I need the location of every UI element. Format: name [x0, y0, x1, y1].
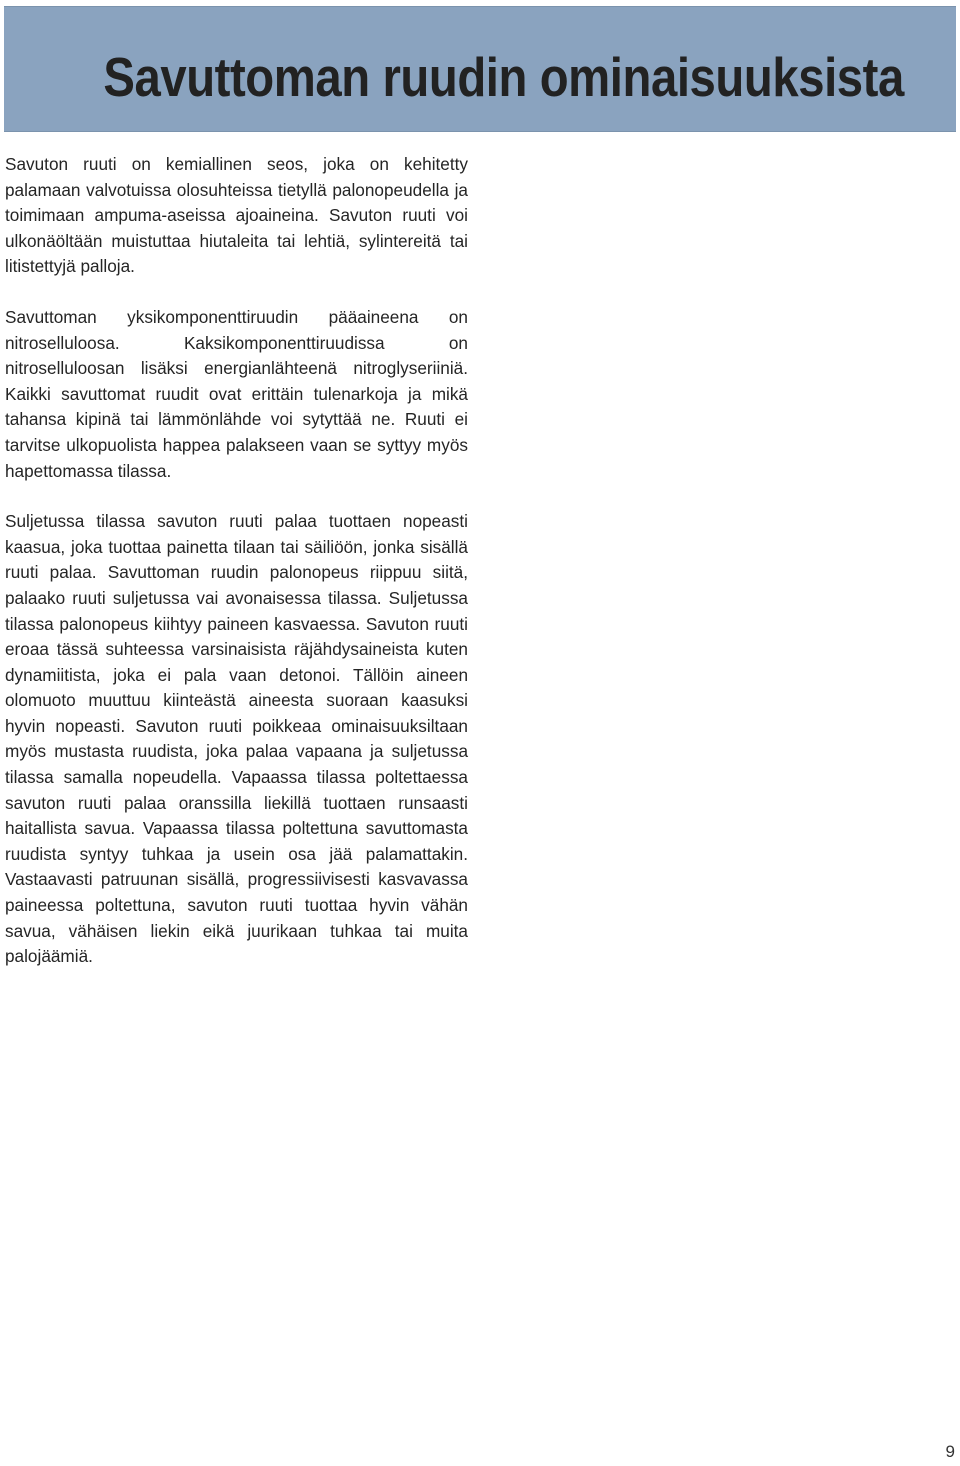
- article-body: [5, 152, 468, 995]
- page-number: 9: [945, 1442, 955, 1461]
- paragraph-composition: Savuttoman yksikomponenttiruudin pääaineena on nitroselluloosa. Kaksikomponenttiruudissa on nitroselluloosan lisäksi energianlähteenä nitroglyseriiniä. Kaikki savuttomat ruudit ovat erittäin tulenarkoja ja mikä tahansa kipinä tai lämmönlähde voi sytyttää ne. Ruuti ei tarvitse ulkopuolista happea palakseen vaan se syttyy myös hapettomassa tilassa.: [5, 306, 468, 481]
- paragraph-introduction: Savuton ruuti on kemiallinen seos, joka on kehitetty palamaan valvotuissa olosuhteissa tietyllä palonopeudella ja toimimaan ampuma-aseissa ajoaineina. Savuton ruuti voi ulkonäöltään muistuttaa hiutaleita tai lehtiä, sylintereitä tai litistettyjä palloja.: [5, 154, 468, 277]
- title-banner: [4, 6, 956, 132]
- paragraph-burning-behaviour: Suljetussa tilassa savuton ruuti palaa tuottaen nopeasti kaasua, joka tuottaa painetta tilaan tai säiliöön, jonka sisällä ruuti palaa. Savuttoman ruudin palonopeus riippuu siitä, palaako ruuti suljetussa vai avonaisessa tilassa. Suljetussa tilassa palonopeus kiihtyy paineen kasvaessa. Savuton ruuti eroaa tässä suhteessa varsinaisista räjähdysaineista kuten dynamiitista, joka ei pala vaan detonoi. Tällöin aineen olomuoto muuttuu kiinteästä aineesta suoraan kaasuksi hyvin nopeasti. Savuton ruuti poikkeaa ominaisuuksiltaan myös mustasta ruudista, joka palaa vapaana ja suljetussa tilassa samalla nopeudella. Vapaassa tilassa poltettaessa savuton ruuti palaa oranssilla liekillä tuottaen runsaasti haitallista savua. Vapaassa tilassa poltettuna savuttomasta ruudista syntyy tuhkaa ja usein osa jää palamattakin. Vastaavasti patruunan sisällä, progressiivisesti kasvavassa paineessa poltettuna, savuton ruuti tuottaa hyvin vähän savua, vähäisen liekin eikä juurikaan tuhkaa tai muita palojäämiä.: [5, 511, 468, 967]
- page-title: Savuttoman ruudin ominaisuuksista: [103, 46, 904, 108]
